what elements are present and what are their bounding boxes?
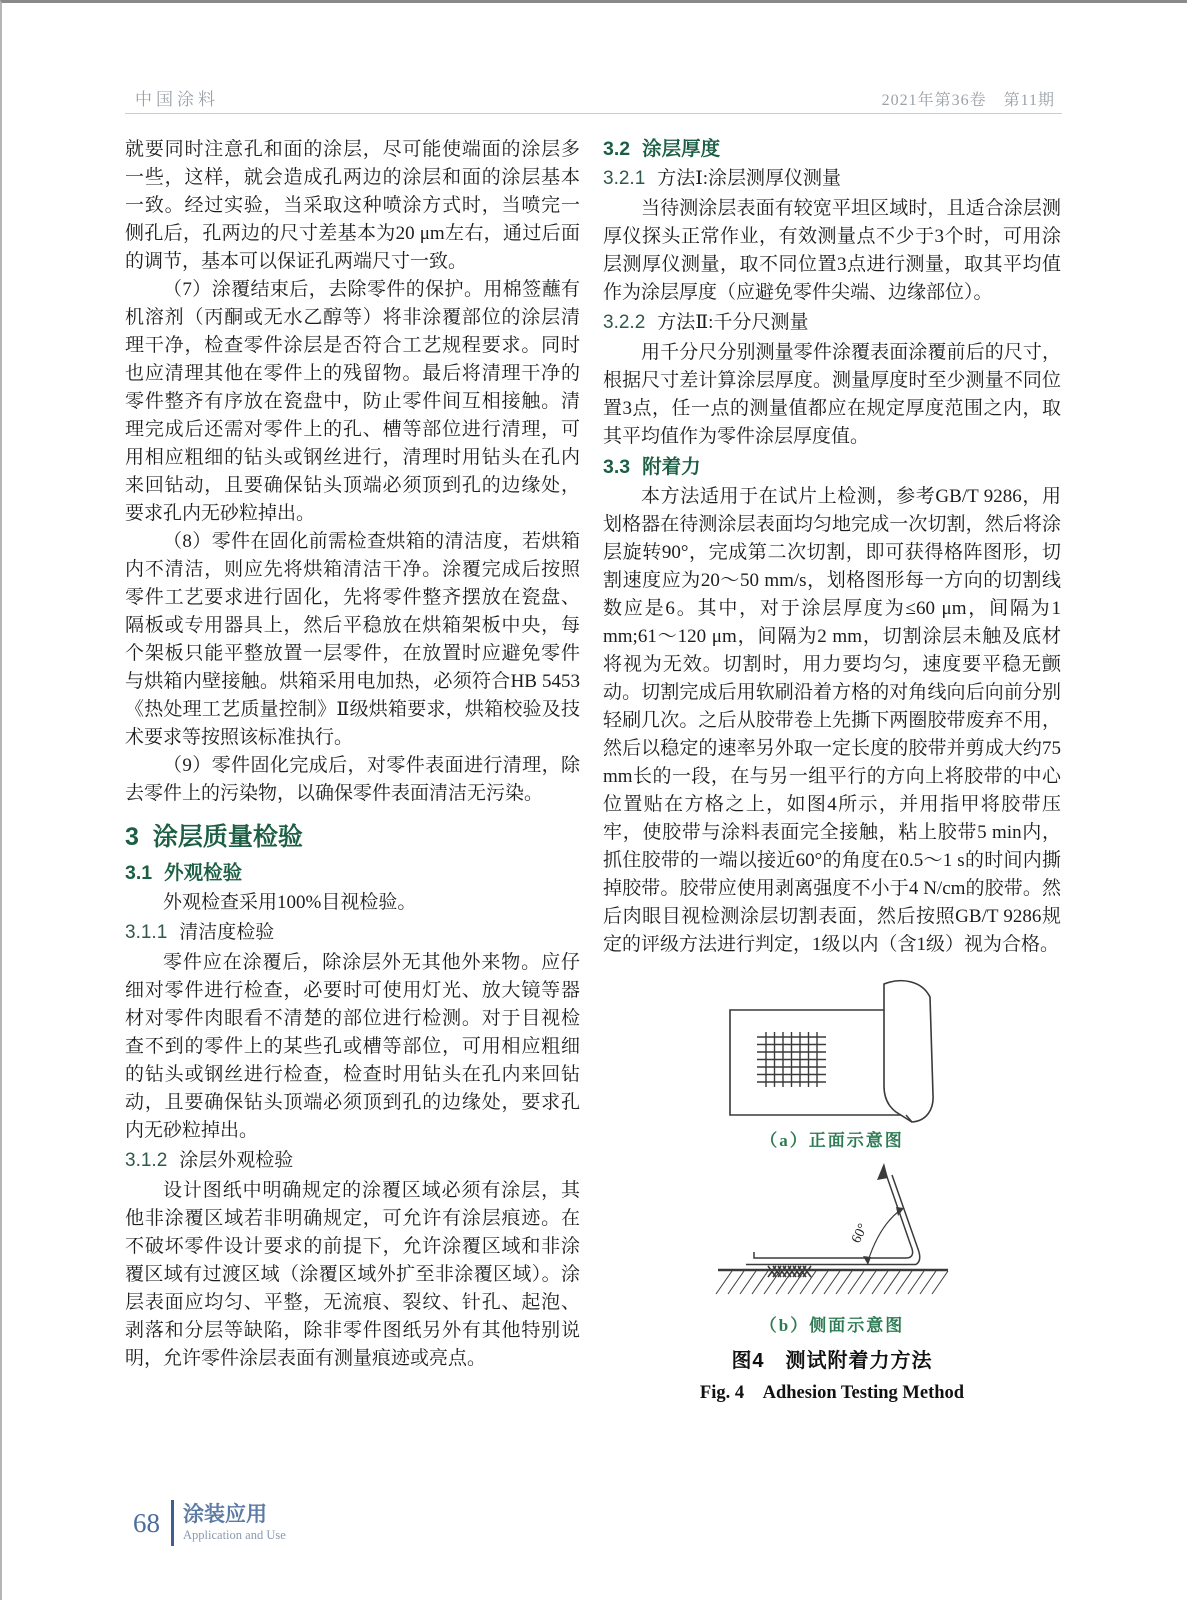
paragraph-3-2-1: 当待测涂层表面有较宽平坦区域时，且适合涂层测厚仪探头正常作业，有效测量点不少于3个时，可用涂层测厚仪测量，取不同位置3点进行测量，取其平均值作为涂层厚度（应避免零件尖端、边缘部位）。 xyxy=(603,198,1061,303)
paragraph-step7: （7）涂覆结束后，去除零件的保护。用棉签蘸有机溶剂（丙酮或无水乙醇等）将非涂覆部位的涂层清理干净，检查零件涂层是否符合工艺规程要求。同时也应清理其他在零件上的残留物。最后将清理干净的零件整齐有序放在瓷盘中，防止零件间互相接触。清理完成后还需对零件上的孔、槽等部位进行清理，可用相应粗细的钻头或钢丝进行，清理时用钻头在孔内来回钻动，且要确保钻头顶端必须顶到孔的边缘处，要求孔内无砂粒掉出。 xyxy=(125,279,580,524)
page-footer xyxy=(133,1500,286,1546)
paragraph-3-1-1: 零件应在涂覆后，除涂层外无其他外来物。应仔细对零件进行检查，必要时可使用灯光、放大镜等器材对零件肉眼看不清楚的部位进行检测。对于目视检查不到的零件上的某些孔或槽等部位，可用相应粗细的钻头或钢丝进行检查，检查时用钻头在孔内来回钻动，且要确保钻头顶端必须顶到孔的边缘处，要求孔内无砂粒掉出。 xyxy=(125,952,580,1141)
substrate-hatching xyxy=(716,1271,948,1294)
section-number: 3.3 xyxy=(603,456,631,478)
figure-4 xyxy=(603,975,1061,1407)
section-3-heading xyxy=(125,821,580,853)
right-column xyxy=(603,136,1061,1407)
section-title: 方法Ⅰ:涂层测厚仪测量 xyxy=(657,168,842,189)
section-title: 涂层厚度 xyxy=(642,138,721,160)
paragraph-step8: （8）零件在固化前需检查烘箱的清洁度，若烘箱内不清洁，则应先将烘箱清洁干净。涂覆完成后按照零件工艺要求进行固化，先将零件整齐摆放在瓷盘、隔板或专用器具上，然后平稳放在烘箱架板中央，每个架板只能平整放置一层零件，在放置时应避免零件与烘箱内壁接触。烘箱采用电加热，必须符合HB 5453《热处理工艺质量控制》Ⅱ级烘箱要求，烘箱校验及技术要求等按照该标准执行。 xyxy=(125,531,580,748)
figure-4b-side-view-diagram xyxy=(710,1162,955,1312)
footer-column-cn: 涂装应用 xyxy=(183,1503,267,1526)
angle-label: 60° xyxy=(848,1221,871,1246)
issue-info: 2021年第36卷 第11期 xyxy=(881,92,1055,109)
angle-arc-arrow-bottom xyxy=(863,1256,871,1265)
test-panel-outline xyxy=(730,1010,906,1115)
paragraph-3-3: 本方法适用于在试片上检测，参考GB/T 9286，用划格器在待测涂层表面均匀地完成一次切割，然后将涂层旋转90°，完成第二次切割，即可获得格阵图形，切割速度应为20～50 mm/s，划格图形每一方向的切割线数应是6。其中，对于涂层厚度为≤60 μm，间隔为1 mm;61～120 μm，间隔为2 mm，切割涂层未触及底材将视为无效。切割时，用力要均匀，速度要平稳无颤动。切割完成后用软刷沿着方格的对角线向后向前分别轻刷几次。之后从胶带卷上先撕下两圈胶带废弃不用，然后以稳定的速率另外取一定长度的胶带并剪成大约75 mm长的一段，在与另一组平行的方向上将胶带的中心位置贴在方格之上，如图4所示，并用指甲将胶带压牢，使胶带与涂料表面完全接触，粘上胶带5 min内，抓住胶带的一端以接近60°的角度在0.5～1 s的时间内撕掉胶带。胶带应使用剥离强度不小于4 N/cm的胶带。然后肉眼目视检测涂层切割表面，然后按照GB/T 9286规定的评级方法进行判定，1级以内（含1级）视为合格。 xyxy=(603,486,1061,955)
section-3-1-1-heading xyxy=(125,919,580,947)
section-title: 方法Ⅱ:千分尺测量 xyxy=(657,312,809,333)
section-title: 清洁度检验 xyxy=(179,922,275,943)
page-number: 68 xyxy=(133,1508,160,1538)
section-3-2-1-heading xyxy=(603,165,1061,193)
section-title: 涂层质量检验 xyxy=(152,823,303,851)
footer-column-en: Application and Use xyxy=(183,1528,286,1542)
section-number: 3.2.2 xyxy=(603,312,646,333)
figure-4-title-cn: 图4 测试附着力方法 xyxy=(731,1350,933,1372)
section-title: 外观检验 xyxy=(164,862,243,884)
flat-tape-top-edge xyxy=(754,1252,906,1258)
section-3-2-2-heading xyxy=(603,309,1061,337)
peeled-tape-outer-edge xyxy=(892,1175,920,1265)
figure-4a-caption: （a）正面示意图 xyxy=(760,1131,904,1150)
section-number: 3.2.1 xyxy=(603,168,646,189)
angle-arc xyxy=(868,1211,899,1261)
figure-4b-caption: （b）侧面示意图 xyxy=(759,1316,905,1335)
section-3-1-2-heading xyxy=(125,1147,580,1175)
section-title: 涂层外观检验 xyxy=(179,1150,294,1171)
cut-area-hatch-up xyxy=(768,1266,811,1277)
paragraph-3-1-2: 设计图纸中明确规定的涂覆区域必须有涂层，其他非涂覆区域若非明确规定，可允许有涂层痕迹。在不破坏零件设计要求的前提下，允许涂覆区域和非涂覆区域有过渡区域（涂覆区域外扩至非涂覆区域）。涂层表面应均匀、平整，无流痕、裂纹、针孔、起泡、剥落和分层等缺陷，除非零件图纸另外有其他特别说明，允许零件涂层表面有测量痕迹或亮点。 xyxy=(125,1180,580,1369)
paragraph-3-2-2: 用千分尺分别测量零件涂覆表面涂覆前后的尺寸，根据尺寸差计算涂层厚度。测量厚度时至少测量不同位置3点，任一点的测量值都应在规定厚度范围之内，取其平均值作为零件涂层厚度值。 xyxy=(603,342,1061,447)
section-3-1-heading xyxy=(125,860,580,887)
paragraph-continued: 就要同时注意孔和面的涂层，尽可能使端面的涂层多一些，这样，就会造成孔两边的涂层和面的涂层基本一致。经过实验，当采取这种喷涂方式时，当喷完一侧孔后，孔两边的尺寸差基本为20 μm左右，通过后面的调节，基本可以保证孔两端尺寸一致。 xyxy=(125,139,580,272)
section-number: 3.1 xyxy=(125,862,153,884)
pull-direction-arrow xyxy=(877,1163,888,1180)
journal-name: 中国涂料 xyxy=(135,90,219,109)
tape-flap xyxy=(884,981,933,1122)
section-3-3-heading xyxy=(603,454,1061,481)
section-number: 3.2 xyxy=(603,138,631,160)
section-3-2-heading xyxy=(603,136,1061,163)
section-number: 3.1.2 xyxy=(125,1150,168,1171)
figure-4a-front-view-diagram xyxy=(725,975,940,1127)
figure-4-title-en: Fig. 4 Adhesion Testing Method xyxy=(699,1383,965,1403)
section-title: 附着力 xyxy=(642,456,701,478)
header-rule xyxy=(125,113,1062,114)
paragraph-step9: （9）零件固化完成后，对零件表面进行清理，除去零件上的污染物，以确保零件表面清洁无污染。 xyxy=(125,755,580,804)
left-column xyxy=(125,136,580,1373)
paragraph-3-1: 外观检查采用100%目视检验。 xyxy=(163,892,417,913)
peeled-tape-inner-edge xyxy=(886,1174,913,1258)
section-number: 3 xyxy=(125,823,139,851)
section-number: 3.1.1 xyxy=(125,922,168,943)
footer-divider-bar xyxy=(171,1500,174,1546)
footer-column-labels xyxy=(183,1503,286,1543)
